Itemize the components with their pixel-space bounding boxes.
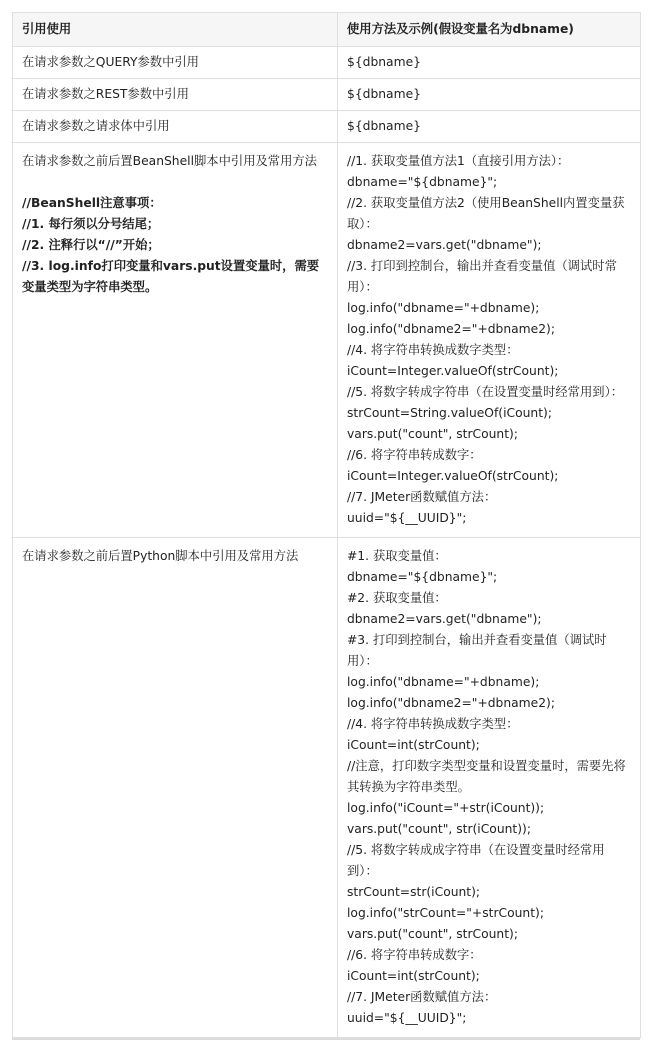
code-line: uuid="${__UUID}"; <box>347 1011 467 1025</box>
code-line: dbname="${dbname}"; <box>347 175 498 189</box>
code-line: iCount=Integer.valueOf(strCount); <box>347 364 559 378</box>
cell-location-beanshell <box>13 143 338 538</box>
code-line: //7. JMeter函数赋值方法： <box>347 490 497 504</box>
cell-code-python <box>338 538 641 1038</box>
cell-usage: ${dbname} <box>338 47 641 79</box>
table-row-python <box>13 538 641 1038</box>
code-line: log.info("dbname2="+dbname2); <box>347 322 555 336</box>
code-line: uuid="${__UUID}"; <box>347 511 467 525</box>
code-line: #3. 打印到控制台，输出并查看变量值（调试时用）： <box>347 633 607 668</box>
beanshell-note-line: //BeanShell注意事项： <box>22 196 162 210</box>
usage-table <box>12 12 641 1038</box>
code-line: #1. 获取变量值： <box>347 549 447 563</box>
cell-location: 在请求参数之QUERY参数中引用 <box>13 47 338 79</box>
code-line: #2. 获取变量值： <box>347 591 447 605</box>
spacer <box>22 172 328 193</box>
beanshell-note-line: //2. 注释行以“//”开始； <box>22 238 160 252</box>
code-line: //4. 将字符串转换成数字类型： <box>347 343 519 357</box>
code-line: log.info("dbname2="+dbname2); <box>347 696 555 710</box>
code-line: //6. 将字符串转成数字： <box>347 948 482 962</box>
code-line: //5. 将数字转成字符串（在设置变量时经常用到）： <box>347 385 624 399</box>
code-line: iCount=int(strCount); <box>347 969 480 983</box>
beanshell-note-line: //3. log.info打印变量和vars.put设置变量时，需要变量类型为字符串类型。 <box>22 259 320 294</box>
beanshell-note-line: //1. 每行须以分号结尾； <box>22 217 160 231</box>
cell-location-python <box>13 538 338 1038</box>
cell-usage: ${dbname} <box>338 111 641 143</box>
code-line: log.info("dbname="+dbname); <box>347 301 540 315</box>
cell-usage: ${dbname} <box>338 79 641 111</box>
code-line: log.info("strCount="+strCount); <box>347 906 544 920</box>
beanshell-notes <box>22 193 328 298</box>
code-line: strCount=str(iCount); <box>347 885 481 899</box>
cell-location: 在请求参数之请求体中引用 <box>13 111 338 143</box>
table-row-query <box>13 47 641 79</box>
code-line: strCount=String.valueOf(iCount); <box>347 406 552 420</box>
code-line: //3. 打印到控制台，输出并查看变量值（调试时常用）： <box>347 259 617 294</box>
table-header-row <box>13 13 641 47</box>
table-row-rest <box>13 79 641 111</box>
code-line: //7. JMeter函数赋值方法： <box>347 990 497 1004</box>
document <box>12 12 640 1040</box>
column-header-usage-location: 引用使用 <box>13 13 338 47</box>
code-line: vars.put("count", strCount); <box>347 427 518 441</box>
code-line: //5. 将数字转成成字符串（在设置变量时经常用到）： <box>347 843 605 878</box>
code-line: //4. 将字符串转换成数字类型： <box>347 717 519 731</box>
table-row-beanshell <box>13 143 641 538</box>
table-row-body <box>13 111 641 143</box>
code-line: log.info("dbname="+dbname); <box>347 675 540 689</box>
code-line: vars.put("count", strCount); <box>347 927 518 941</box>
code-line: log.info("iCount="+str(iCount)); <box>347 801 545 815</box>
code-line: //2. 获取变量值方法2（使用BeanShell内置变量获取）： <box>347 196 625 231</box>
column-header-usage-example: 使用方法及示例(假设变量名为dbname) <box>338 13 641 47</box>
cell-code-beanshell <box>338 143 641 538</box>
code-line: dbname2=vars.get("dbname"); <box>347 238 542 252</box>
code-line: //1. 获取变量值方法1（直接引用方法）： <box>347 154 570 168</box>
python-location-text: 在请求参数之前后置Python脚本中引用及常用方法 <box>22 549 299 563</box>
code-line: iCount=Integer.valueOf(strCount); <box>347 469 559 483</box>
cell-location: 在请求参数之REST参数中引用 <box>13 79 338 111</box>
python-code-block <box>347 546 631 1029</box>
code-line: dbname2=vars.get("dbname"); <box>347 612 542 626</box>
beanshell-location-text: 在请求参数之前后置BeanShell脚本中引用及常用方法 <box>22 154 317 168</box>
code-line: vars.put("count", str(iCount)); <box>347 822 531 836</box>
code-line: //注意，打印数字类型变量和设置变量时，需要先将其转换为字符串类型。 <box>347 759 626 794</box>
code-line: dbname="${dbname}"; <box>347 570 498 584</box>
beanshell-code-block <box>347 151 631 529</box>
code-line: //6. 将字符串转成数字： <box>347 448 482 462</box>
code-line: iCount=int(strCount); <box>347 738 480 752</box>
